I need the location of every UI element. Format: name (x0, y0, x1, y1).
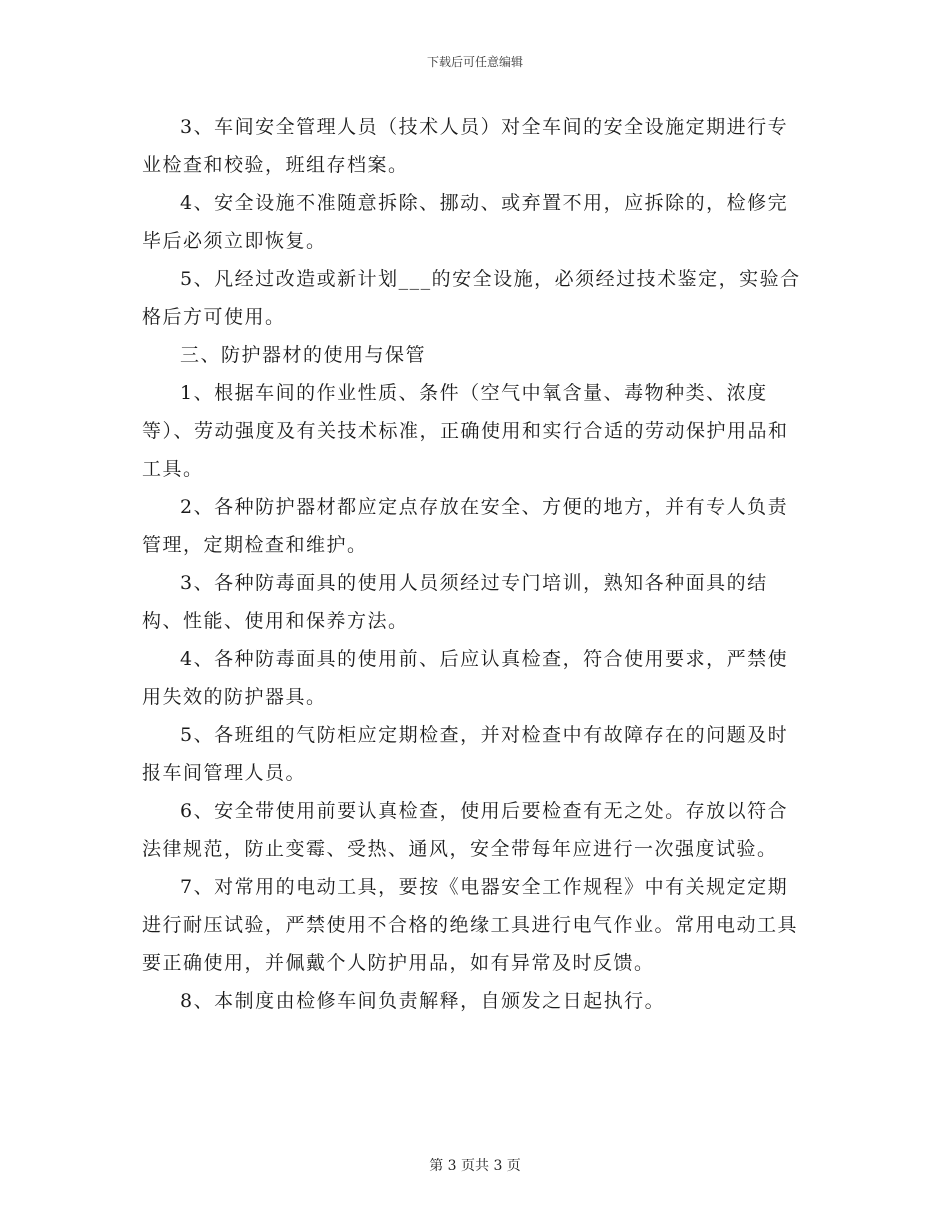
paragraph-item-5-new-facilities: 5、凡经过改造或新计划___的安全设施，必须经过技术鉴定，实验合格后方可使用。 (142, 268, 801, 328)
paragraph-item-5-gas-cabinet: 5、各班组的气防柜应定期检查，并对检查中有故障存在的问题及时报车间管理人员。 (142, 724, 789, 784)
paragraph-item-7-power-tools: 7、对常用的电动工具，要按《电器安全工作规程》中有关规定定期进行耐压试验，严禁使用不合格的绝缘工具进行电气作业。常用电动工具要正确使用，并佩戴个人防护用品，如有异常及时反馈。 (142, 876, 799, 974)
paragraph-item-3-gas-mask-training: 3、各种防毒面具的使用人员须经过专门培训，熟知各种面具的结构、性能、使用和保养方法。 (142, 572, 768, 632)
paragraph-item-4-gas-mask-check: 4、各种防毒面具的使用前、后应认真检查，符合使用要求，严禁使用失效的防护器具。 (142, 648, 789, 708)
paragraph-item-6-safety-belt: 6、安全带使用前要认真检查，使用后要检查有无之处。存放以符合法律规范，防止变霉、受热、通风，安全带每年应进行一次强度试验。 (142, 800, 789, 860)
paragraph-item-1-usage: 1、根据车间的作业性质、条件（空气中氧含量、毒物种类、浓度等）、劳动强度及有关技术标准，正确使用和实行合适的劳动保护用品和工具。 (142, 382, 789, 480)
paragraph-item-8-interpretation: 8、本制度由检修车间负责解释，自颁发之日起执行。 (180, 990, 666, 1012)
page-header-note: 下载后可任意编辑 (426, 55, 523, 69)
document-body (142, 108, 808, 1020)
paragraph-item-2-storage: 2、各种防护器材都应定点存放在安全、方便的地方，并有专人负责管理，定期检查和维护。 (142, 496, 789, 556)
section-heading-protective-equipment: 三、防护器材的使用与保管 (180, 344, 427, 366)
paragraph-item-4-no-removal: 4、安全设施不准随意拆除、挪动、或弃置不用，应拆除的，检修完毕后必须立即恢复。 (142, 192, 789, 252)
page-number-footer: 第 3 页共 3 页 (429, 1158, 521, 1174)
paragraph-item-3-inspection: 3、车间安全管理人员（技术人员）对全车间的安全设施定期进行专业检查和校验，班组存档案。 (142, 116, 789, 176)
